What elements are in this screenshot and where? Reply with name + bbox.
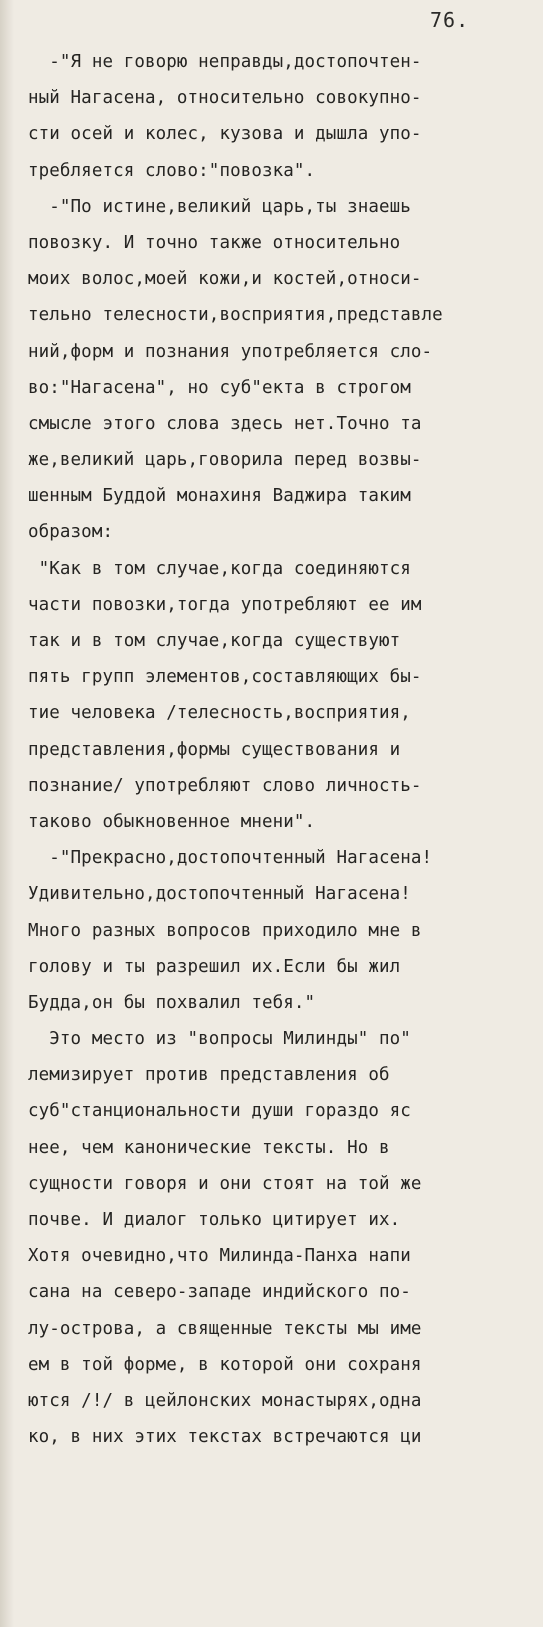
text-line: ний,форм и познания употребляется сло- [28, 341, 433, 362]
text-line: -"По истине,великий царь,ты знаешь [28, 196, 411, 217]
text-line: ный Нагасена, относительно совокупно- [28, 88, 422, 109]
page-edge-shadow [0, 0, 14, 1627]
text-line: суб"станциональности души гораздо яс [28, 1101, 411, 1122]
text-line: Хотя очевидно,что Милинда-Панха напи [28, 1246, 411, 1267]
text-line: лу-острова, а священные тексты мы име [28, 1318, 422, 1339]
text-line: пять групп элементов,составляющих бы- [28, 667, 422, 688]
text-line: тельно телесности,восприятия,представле [28, 305, 443, 326]
text-line: ются /!/ в цейлонских монастырях,однa [28, 1390, 422, 1411]
text-line: почве. И диалог только цитирует их. [28, 1210, 401, 1230]
text-line: сущности говоря и они стоят на той же [28, 1173, 422, 1194]
text-line: же,великий царь,говорила перед возвы- [28, 450, 422, 471]
text-line: требляется слово:"повозка". [28, 160, 316, 181]
text-line: Будда,он бы похвалил тебя." [28, 992, 316, 1013]
page-number: 76. [430, 8, 470, 32]
text-line: повозку. И точно также относительно [28, 232, 401, 253]
text-line: шенным Буддой монахиня Ваджира таким [28, 486, 411, 507]
text-line: Удивительно,достопочтенный Нагасена! [28, 884, 411, 905]
text-line: -"Я не говорю неправды,достопочтен- [28, 52, 422, 72]
text-line: ко, в них этих текстах встречаются ци [28, 1427, 422, 1448]
text-line: сти осей и колес, кузова и дышла упо- [28, 124, 422, 145]
text-line: Это место из "вопросы Милинды" по" [28, 1029, 411, 1050]
text-line: Много разных вопросов приходило мне в [28, 920, 422, 941]
text-line: так и в том случае,когда существуют [28, 631, 401, 651]
text-line: моих волос,моей кожи,и костей,относи- [28, 269, 422, 290]
text-line: голову и ты разрешил их.Если бы жил [28, 956, 401, 977]
text-line: познание/ употребляют слово личность- [28, 775, 422, 796]
text-line: нее, чем канонические тексты. Но в [28, 1137, 390, 1158]
text-line: -"Прекрасно,достопочтенный Нагасена! [28, 848, 433, 869]
text-line: смысле этого слова здесь нет.Точно та [28, 413, 422, 434]
text-line: тие человека /телесность,восприятия, [28, 703, 411, 724]
text-line: части повозки,тогда употребляют ее им [28, 594, 422, 615]
typewritten-text [28, 44, 533, 1455]
text-line: сана на северо-западе индийского по- [28, 1282, 411, 1303]
text-line: во:"Нагасена", но суб"екта в строгом [28, 377, 411, 398]
text-line: лемизирует против представления об [28, 1065, 390, 1086]
text-line: таково обыкновенное мнени". [28, 811, 316, 832]
text-line: представления,формы существования и [28, 739, 401, 760]
text-line: образом: [28, 522, 114, 543]
text-line: "Как в том случае,когда соединяются [28, 558, 411, 579]
text-line: ем в той форме, в которой они сохраня [28, 1354, 422, 1375]
